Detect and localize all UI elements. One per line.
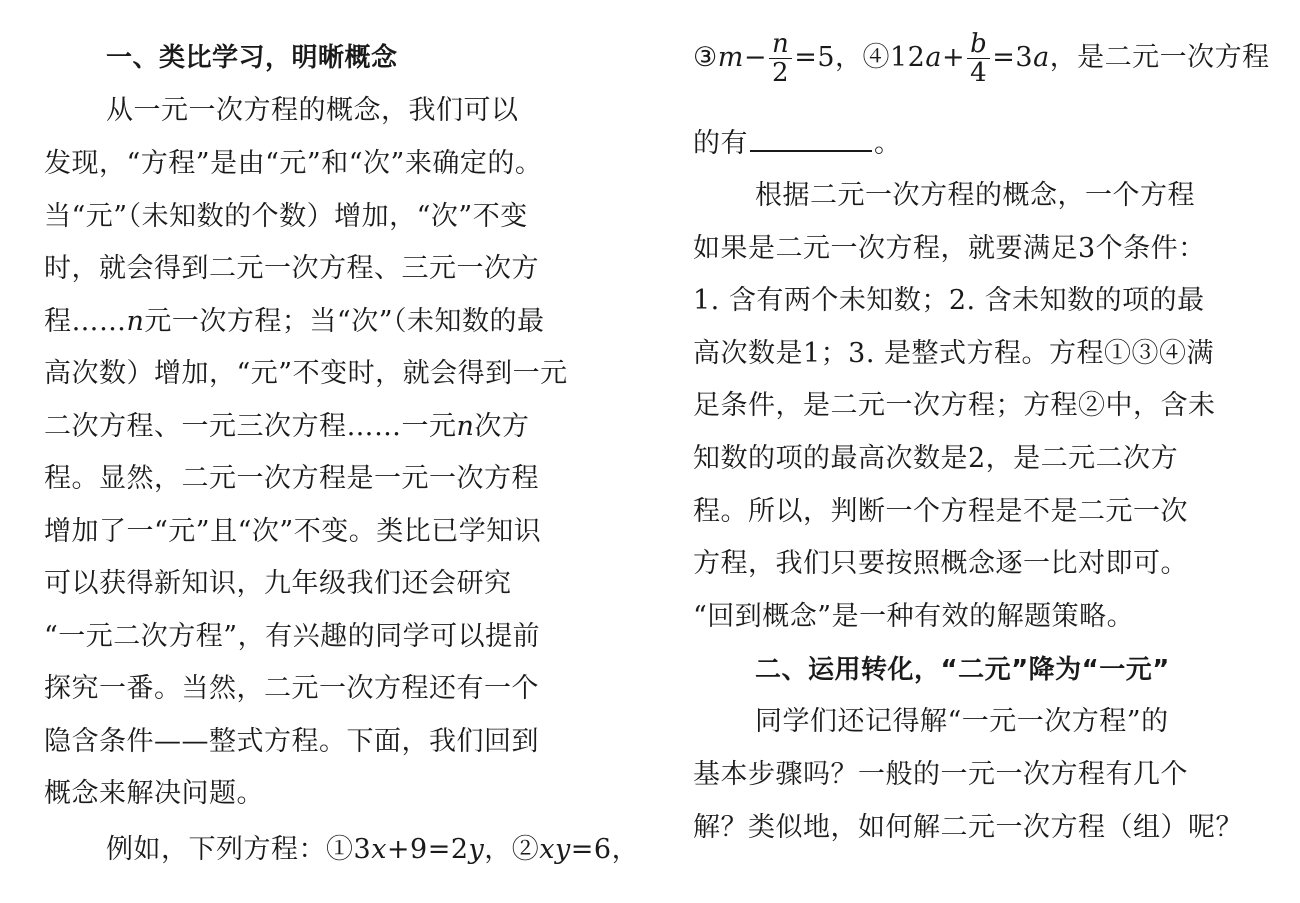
variable-a: a: [1033, 42, 1050, 73]
variable-a: a: [925, 42, 942, 73]
text-segment: =5，④12: [794, 42, 926, 73]
text-line: 高次数是1；3. 是整式方程。方程①③④满: [693, 338, 1215, 369]
formula-line: [693, 30, 1270, 87]
text-line: 高次数）增加，“元”不变时，就会得到一元: [44, 358, 568, 389]
text-segment: =6，: [570, 834, 640, 865]
text-line: 1. 含有两个未知数；2. 含未知数的项的最: [693, 285, 1205, 316]
text-line: 增加了一“元”且“次”不变。类比已学知识: [44, 516, 542, 547]
section-heading-2: 二、运用转化，“二元”降为“一元”: [755, 655, 1170, 685]
text-line: 可以获得新知识，九年级我们还会研究: [44, 568, 512, 599]
text-line: 根据二元一次方程的概念，一个方程: [755, 180, 1195, 211]
text-line: 同学们还记得解“一元一次方程”的: [755, 706, 1169, 737]
text-line: “回到概念”是一种有效的解题策略。: [693, 601, 1135, 632]
text-segment: +9=2: [386, 834, 469, 865]
text-line: 从一元一次方程的概念，我们可以: [106, 95, 519, 126]
text-line: “一元二次方程”，有兴趣的同学可以提前: [44, 621, 541, 652]
variable-xy: xy: [539, 834, 571, 865]
text-segment: =3: [992, 42, 1034, 73]
fraction-numerator: n: [769, 30, 792, 59]
circled-3: ③: [693, 42, 718, 73]
variable-x: x: [371, 834, 387, 865]
fraction-b-over-4: [967, 30, 990, 87]
answer-line: [693, 126, 902, 162]
text-line: 时，就会得到二元一次方程、三元一次方: [44, 253, 539, 284]
text-line: 概念来解决问题。: [44, 778, 264, 809]
text-line: [44, 409, 529, 445]
fraction-n-over-2: [769, 30, 792, 87]
text-segment: 次方: [474, 411, 530, 442]
text-line: 解？类似地，如何解二元一次方程（组）呢？: [693, 812, 1243, 843]
text-segment: 例如，下列方程：①3: [106, 834, 372, 865]
variable-y: y: [468, 834, 485, 865]
section-heading-1: 一、类比学习，明晰概念: [106, 43, 398, 73]
text-segment: 元一次方程；当“次”（未知数的最: [144, 306, 545, 337]
text-segment: ，②: [484, 834, 540, 865]
text-line: 程。显然，二元一次方程是一元一次方程: [44, 463, 539, 494]
text-line: 方程，我们只要按照概念逐一比对即可。: [693, 548, 1188, 579]
minus-sign: −: [743, 42, 767, 73]
example-line: [106, 832, 639, 868]
text-line: 基本步骤吗？一般的一元一次方程有几个: [693, 759, 1188, 790]
text-line: 隐含条件——整式方程。下面，我们回到: [44, 726, 539, 757]
fraction-denominator: 4: [970, 58, 988, 88]
text-line: [44, 304, 545, 340]
text-line: 足条件，是二元一次方程；方程②中，含未: [693, 390, 1216, 421]
fraction-denominator: 2: [772, 58, 790, 88]
variable-m: m: [717, 42, 744, 73]
text-line: 发现，“方程”是由“元”和“次”来确定的。: [44, 148, 543, 179]
text-line: 当“元”（未知数的个数）增加，“次”不变: [44, 201, 528, 232]
text-line: 程。所以，判断一个方程是不是二元一次: [693, 496, 1188, 527]
text-line: 探究一番。当然，二元一次方程还有一个: [44, 673, 539, 704]
variable-n: n: [126, 306, 145, 337]
text-segment: ，是二元一次方程: [1049, 42, 1270, 73]
text-segment: 。: [874, 128, 902, 159]
fraction-numerator: b: [967, 30, 990, 59]
text-line: 如果是二元一次方程，就要满足3个条件：: [693, 233, 1206, 264]
text-line: 知数的项的最高次数是2，是二元二次方: [693, 443, 1179, 474]
answer-blank[interactable]: [750, 126, 872, 152]
text-segment: 二次方程、一元三次方程……一元: [44, 411, 457, 442]
text-segment: 程……: [44, 306, 127, 337]
variable-n: n: [456, 411, 475, 442]
text-segment: 的有: [693, 128, 748, 159]
plus-sign: +: [941, 42, 966, 73]
